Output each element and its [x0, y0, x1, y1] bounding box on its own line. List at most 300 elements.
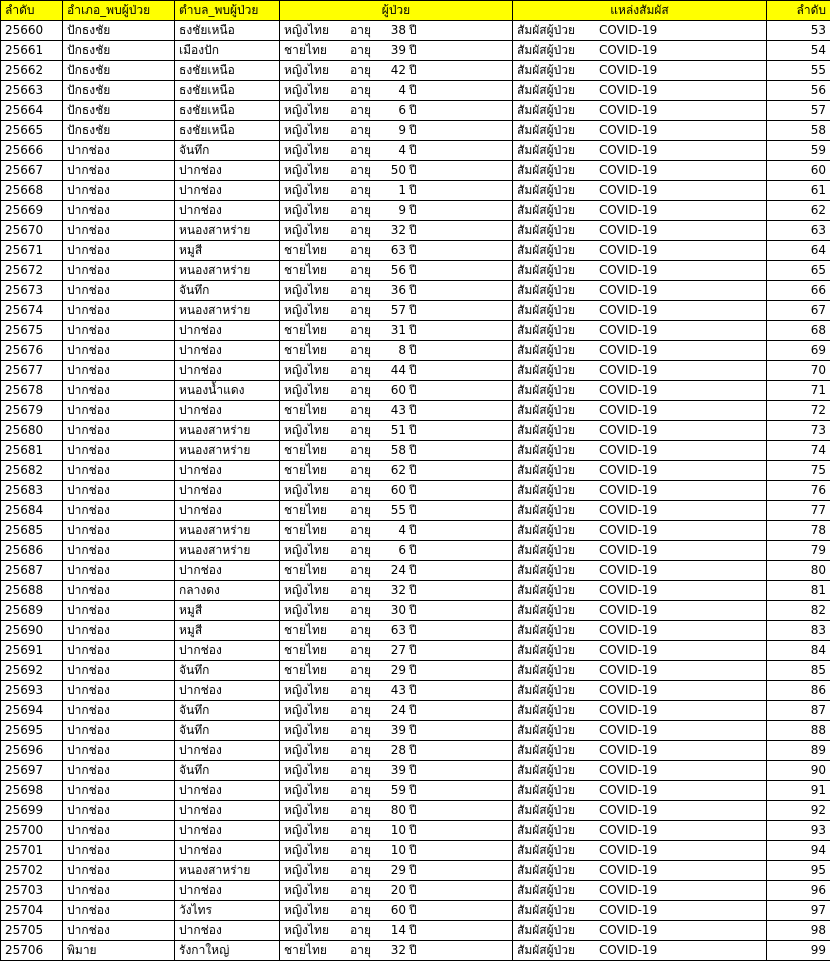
cell-subdistrict[interactable]: ธงชัยเหนือ	[175, 61, 280, 81]
cell-source[interactable]	[513, 521, 767, 541]
cell-source[interactable]	[513, 141, 767, 161]
cell-subdistrict[interactable]: จันทึก	[175, 761, 280, 781]
cell-subdistrict[interactable]: หนองสาหร่าย	[175, 541, 280, 561]
cell-seq[interactable]: 25705	[1, 921, 63, 941]
cell-subdistrict[interactable]: ปากช่อง	[175, 361, 280, 381]
cell-patient[interactable]	[280, 621, 513, 641]
cell-source[interactable]	[513, 341, 767, 361]
cell-subdistrict[interactable]: ปากช่อง	[175, 921, 280, 941]
cell-rank[interactable]: 91	[767, 781, 830, 801]
cell-rank[interactable]: 59	[767, 141, 830, 161]
cell-source[interactable]	[513, 941, 767, 961]
cell-subdistrict[interactable]: หมูสี	[175, 601, 280, 621]
cell-district[interactable]: ปากช่อง	[63, 741, 175, 761]
patient-gender: หญิงไทย	[284, 203, 329, 217]
cell-district[interactable]: ปากช่อง	[63, 641, 175, 661]
cell-seq[interactable]: 25694	[1, 701, 63, 721]
cell-seq[interactable]: 25668	[1, 181, 63, 201]
cell-seq[interactable]: 25679	[1, 401, 63, 421]
cell-patient[interactable]	[280, 201, 513, 221]
cell-district[interactable]: ปากช่อง	[63, 441, 175, 461]
cell-district[interactable]: ปากช่อง	[63, 541, 175, 561]
cell-district[interactable]: ปากช่อง	[63, 901, 175, 921]
cell-subdistrict[interactable]: จันทึก	[175, 141, 280, 161]
cell-rank[interactable]: 53	[767, 21, 830, 41]
header-seq[interactable]: ลำดับ	[1, 1, 63, 21]
cell-source[interactable]	[513, 61, 767, 81]
cell-patient[interactable]	[280, 441, 513, 461]
cell-source[interactable]	[513, 241, 767, 261]
cell-rank[interactable]: 61	[767, 181, 830, 201]
header-subdistrict[interactable]: ตำบล_พบผู้ป่วย	[175, 1, 280, 21]
cell-district[interactable]: ปากช่อง	[63, 161, 175, 181]
cell-subdistrict[interactable]: หนองน้ำแดง	[175, 381, 280, 401]
cell-rank[interactable]: 74	[767, 441, 830, 461]
cell-rank[interactable]: 96	[767, 881, 830, 901]
cell-seq[interactable]: 25666	[1, 141, 63, 161]
cell-district[interactable]: ปากช่อง	[63, 681, 175, 701]
cell-seq[interactable]: 25697	[1, 761, 63, 781]
cell-rank[interactable]: 97	[767, 901, 830, 921]
cell-seq[interactable]: 25671	[1, 241, 63, 261]
cell-source[interactable]	[513, 761, 767, 781]
cell-district[interactable]: ปากช่อง	[63, 781, 175, 801]
cell-subdistrict[interactable]: ปากช่อง	[175, 401, 280, 421]
cell-district[interactable]: ปากช่อง	[63, 661, 175, 681]
cell-district[interactable]: ปากช่อง	[63, 421, 175, 441]
cell-seq[interactable]: 25701	[1, 841, 63, 861]
cell-district[interactable]: ปากช่อง	[63, 261, 175, 281]
cell-district[interactable]: ปากช่อง	[63, 321, 175, 341]
cell-seq[interactable]: 25696	[1, 741, 63, 761]
header-source[interactable]: แหล่งสัมผัส	[513, 1, 767, 21]
cell-seq[interactable]: 25683	[1, 481, 63, 501]
cell-source[interactable]	[513, 581, 767, 601]
cell-rank[interactable]: 88	[767, 721, 830, 741]
age-label: อายุ	[350, 163, 371, 177]
cell-patient[interactable]	[280, 61, 513, 81]
cell-district[interactable]: ปักธงชัย	[63, 21, 175, 41]
cell-seq[interactable]: 25706	[1, 941, 63, 961]
cell-patient[interactable]	[280, 401, 513, 421]
cell-source[interactable]	[513, 741, 767, 761]
cell-subdistrict[interactable]: จันทึก	[175, 661, 280, 681]
cell-district[interactable]: ปักธงชัย	[63, 61, 175, 81]
cell-district[interactable]: ปากช่อง	[63, 461, 175, 481]
cell-seq[interactable]: 25660	[1, 21, 63, 41]
cell-district[interactable]: ปากช่อง	[63, 821, 175, 841]
cell-source[interactable]	[513, 461, 767, 481]
cell-subdistrict[interactable]: ปากช่อง	[175, 341, 280, 361]
cell-seq[interactable]: 25664	[1, 101, 63, 121]
cell-source[interactable]	[513, 641, 767, 661]
cell-seq[interactable]: 25667	[1, 161, 63, 181]
cell-rank[interactable]: 57	[767, 101, 830, 121]
cell-patient[interactable]	[280, 921, 513, 941]
source-text: สัมผัสผู้ป่วย	[517, 183, 576, 197]
cell-seq[interactable]: 25678	[1, 381, 63, 401]
cell-rank[interactable]: 67	[767, 301, 830, 321]
cell-patient[interactable]	[280, 101, 513, 121]
cell-source[interactable]	[513, 361, 767, 381]
cell-patient[interactable]	[280, 841, 513, 861]
cell-seq[interactable]: 25661	[1, 41, 63, 61]
cell-source[interactable]	[513, 421, 767, 441]
cell-source[interactable]	[513, 221, 767, 241]
cell-subdistrict[interactable]: ปากช่อง	[175, 321, 280, 341]
cell-seq[interactable]: 25663	[1, 81, 63, 101]
cell-seq[interactable]: 25665	[1, 121, 63, 141]
cell-rank[interactable]: 85	[767, 661, 830, 681]
cell-rank[interactable]: 71	[767, 381, 830, 401]
cell-seq[interactable]: 25672	[1, 261, 63, 281]
cell-rank[interactable]: 99	[767, 941, 830, 961]
cell-district[interactable]: ปากช่อง	[63, 761, 175, 781]
cell-subdistrict[interactable]: ธงชัยเหนือ	[175, 21, 280, 41]
source-text: สัมผัสผู้ป่วย	[517, 623, 576, 637]
cell-subdistrict[interactable]: ปากช่อง	[175, 641, 280, 661]
cell-subdistrict[interactable]: กลางดง	[175, 581, 280, 601]
cell-source[interactable]	[513, 301, 767, 321]
cell-rank[interactable]: 70	[767, 361, 830, 381]
cell-subdistrict[interactable]: หนองสาหร่าย	[175, 421, 280, 441]
cell-rank[interactable]: 68	[767, 321, 830, 341]
cell-rank[interactable]: 64	[767, 241, 830, 261]
cell-seq[interactable]: 25673	[1, 281, 63, 301]
cell-district[interactable]: ปากช่อง	[63, 241, 175, 261]
cell-seq[interactable]: 25674	[1, 301, 63, 321]
cell-patient[interactable]	[280, 81, 513, 101]
cell-subdistrict[interactable]: ปากช่อง	[175, 681, 280, 701]
cell-patient[interactable]	[280, 501, 513, 521]
cell-district[interactable]: ปากช่อง	[63, 581, 175, 601]
cell-rank[interactable]: 69	[767, 341, 830, 361]
cell-patient[interactable]	[280, 341, 513, 361]
cell-subdistrict[interactable]: ปากช่อง	[175, 821, 280, 841]
cell-district[interactable]: ปากช่อง	[63, 861, 175, 881]
cell-seq[interactable]: 25685	[1, 521, 63, 541]
cell-source[interactable]	[513, 201, 767, 221]
cell-rank[interactable]: 87	[767, 701, 830, 721]
source-text: สัมผัสผู้ป่วย	[517, 723, 576, 737]
table-row	[1, 661, 830, 681]
cell-district[interactable]: ปากช่อง	[63, 841, 175, 861]
cell-district[interactable]: ปากช่อง	[63, 221, 175, 241]
cell-subdistrict[interactable]: หมูสี	[175, 241, 280, 261]
cell-patient[interactable]	[280, 941, 513, 961]
cell-seq[interactable]: 25692	[1, 661, 63, 681]
cell-district[interactable]: ปากช่อง	[63, 361, 175, 381]
cell-subdistrict[interactable]: ปากช่อง	[175, 201, 280, 221]
cell-subdistrict[interactable]: จันทึก	[175, 281, 280, 301]
cell-patient[interactable]	[280, 221, 513, 241]
cell-patient[interactable]	[280, 161, 513, 181]
cell-patient[interactable]	[280, 781, 513, 801]
header-district[interactable]: อำเภอ_พบผู้ป่วย	[63, 1, 175, 21]
cell-source[interactable]	[513, 621, 767, 641]
cell-district[interactable]: ปักธงชัย	[63, 41, 175, 61]
cell-rank[interactable]: 90	[767, 761, 830, 781]
cell-source[interactable]	[513, 801, 767, 821]
cell-patient[interactable]	[280, 261, 513, 281]
cell-source[interactable]	[513, 501, 767, 521]
cell-seq[interactable]: 25682	[1, 461, 63, 481]
cell-patient[interactable]	[280, 881, 513, 901]
cell-subdistrict[interactable]: ธงชัยเหนือ	[175, 121, 280, 141]
cell-seq[interactable]: 25687	[1, 561, 63, 581]
cell-rank[interactable]: 66	[767, 281, 830, 301]
cell-source[interactable]	[513, 281, 767, 301]
cell-rank[interactable]: 81	[767, 581, 830, 601]
cell-seq[interactable]: 25684	[1, 501, 63, 521]
cell-seq[interactable]: 25704	[1, 901, 63, 921]
cell-subdistrict[interactable]: ปากช่อง	[175, 161, 280, 181]
cell-patient[interactable]	[280, 761, 513, 781]
cell-source[interactable]	[513, 321, 767, 341]
cell-source[interactable]	[513, 41, 767, 61]
cell-rank[interactable]: 62	[767, 201, 830, 221]
cell-rank[interactable]: 83	[767, 621, 830, 641]
cell-rank[interactable]: 89	[767, 741, 830, 761]
cell-source[interactable]	[513, 661, 767, 681]
cell-subdistrict[interactable]: ปากช่อง	[175, 801, 280, 821]
cell-rank[interactable]: 65	[767, 261, 830, 281]
cell-source[interactable]	[513, 101, 767, 121]
cell-source[interactable]	[513, 401, 767, 421]
cell-subdistrict[interactable]: ปากช่อง	[175, 841, 280, 861]
cell-patient[interactable]	[280, 701, 513, 721]
cell-subdistrict[interactable]: ปากช่อง	[175, 741, 280, 761]
cell-subdistrict[interactable]: ปากช่อง	[175, 481, 280, 501]
cell-district[interactable]: ปากช่อง	[63, 501, 175, 521]
cell-seq[interactable]: 25677	[1, 361, 63, 381]
cell-district[interactable]: พิมาย	[63, 941, 175, 961]
cell-patient[interactable]	[280, 361, 513, 381]
cell-patient[interactable]	[280, 521, 513, 541]
cell-patient[interactable]	[280, 721, 513, 741]
cell-subdistrict[interactable]: จันทึก	[175, 701, 280, 721]
cell-seq[interactable]: 25675	[1, 321, 63, 341]
cell-patient[interactable]	[280, 681, 513, 701]
cell-source[interactable]	[513, 541, 767, 561]
cell-patient[interactable]	[280, 381, 513, 401]
cell-subdistrict[interactable]: ปากช่อง	[175, 461, 280, 481]
cell-rank[interactable]: 54	[767, 41, 830, 61]
cell-seq[interactable]: 25700	[1, 821, 63, 841]
cell-source[interactable]	[513, 781, 767, 801]
cell-rank[interactable]: 78	[767, 521, 830, 541]
cell-rank[interactable]: 94	[767, 841, 830, 861]
patient-info	[284, 401, 508, 420]
cell-subdistrict[interactable]: ปากช่อง	[175, 881, 280, 901]
cell-seq[interactable]: 25669	[1, 201, 63, 221]
cell-district[interactable]: ปากช่อง	[63, 721, 175, 741]
cell-source[interactable]	[513, 901, 767, 921]
cell-subdistrict[interactable]: หนองสาหร่าย	[175, 441, 280, 461]
cell-subdistrict[interactable]: หนองสาหร่าย	[175, 221, 280, 241]
cell-patient[interactable]	[280, 561, 513, 581]
cell-district[interactable]: ปักธงชัย	[63, 101, 175, 121]
cell-patient[interactable]	[280, 181, 513, 201]
cell-patient[interactable]	[280, 481, 513, 501]
cell-subdistrict[interactable]: ปากช่อง	[175, 181, 280, 201]
cell-patient[interactable]	[280, 121, 513, 141]
cell-patient[interactable]	[280, 421, 513, 441]
cell-source[interactable]	[513, 841, 767, 861]
cell-subdistrict[interactable]: ปากช่อง	[175, 561, 280, 581]
cell-subdistrict[interactable]: หนองสาหร่าย	[175, 521, 280, 541]
source-code: COVID-19	[599, 263, 658, 277]
cell-source[interactable]	[513, 861, 767, 881]
header-rank[interactable]: ลำดับ	[767, 1, 830, 21]
cell-district[interactable]: ปากช่อง	[63, 561, 175, 581]
cell-source[interactable]	[513, 441, 767, 461]
cell-source[interactable]	[513, 81, 767, 101]
cell-rank[interactable]: 58	[767, 121, 830, 141]
cell-district[interactable]: ปากช่อง	[63, 521, 175, 541]
cell-seq[interactable]: 25680	[1, 421, 63, 441]
age-unit: ปี	[409, 123, 417, 137]
cell-source[interactable]	[513, 721, 767, 741]
cell-district[interactable]: ปากช่อง	[63, 281, 175, 301]
cell-subdistrict[interactable]: หนองสาหร่าย	[175, 261, 280, 281]
cell-subdistrict[interactable]: หนองสาหร่าย	[175, 301, 280, 321]
cell-patient[interactable]	[280, 661, 513, 681]
cell-rank[interactable]: 92	[767, 801, 830, 821]
cell-patient[interactable]	[280, 581, 513, 601]
cell-patient[interactable]	[280, 241, 513, 261]
cell-patient[interactable]	[280, 641, 513, 661]
cell-seq[interactable]: 25686	[1, 541, 63, 561]
cell-rank[interactable]: 60	[767, 161, 830, 181]
cell-seq[interactable]: 25693	[1, 681, 63, 701]
cell-patient[interactable]	[280, 741, 513, 761]
cell-district[interactable]: ปากช่อง	[63, 701, 175, 721]
cell-seq[interactable]: 25689	[1, 601, 63, 621]
cell-district[interactable]: ปากช่อง	[63, 341, 175, 361]
cell-patient[interactable]	[280, 141, 513, 161]
cell-seq[interactable]: 25690	[1, 621, 63, 641]
cell-district[interactable]: ปากช่อง	[63, 141, 175, 161]
cell-patient[interactable]	[280, 281, 513, 301]
cell-patient[interactable]	[280, 801, 513, 821]
cell-source[interactable]	[513, 921, 767, 941]
cell-source[interactable]	[513, 161, 767, 181]
cell-district[interactable]: ปากช่อง	[63, 621, 175, 641]
cell-district[interactable]: ปากช่อง	[63, 481, 175, 501]
cell-patient[interactable]	[280, 541, 513, 561]
cell-patient[interactable]	[280, 861, 513, 881]
cell-rank[interactable]: 73	[767, 421, 830, 441]
cell-seq[interactable]: 25698	[1, 781, 63, 801]
cell-seq[interactable]: 25695	[1, 721, 63, 741]
cell-rank[interactable]: 86	[767, 681, 830, 701]
cell-rank[interactable]: 77	[767, 501, 830, 521]
cell-source[interactable]	[513, 701, 767, 721]
cell-subdistrict[interactable]: เมืองปัก	[175, 41, 280, 61]
cell-patient[interactable]	[280, 301, 513, 321]
cell-district[interactable]: ปักธงชัย	[63, 81, 175, 101]
cell-rank[interactable]: 93	[767, 821, 830, 841]
patient-gender: หญิงไทย	[284, 423, 329, 437]
cell-district[interactable]: ปากช่อง	[63, 381, 175, 401]
cell-patient[interactable]	[280, 461, 513, 481]
cell-source[interactable]	[513, 121, 767, 141]
header-patient[interactable]: ผู้ป่วย	[280, 1, 513, 21]
cell-district[interactable]: ปากช่อง	[63, 881, 175, 901]
cell-source[interactable]	[513, 481, 767, 501]
cell-rank[interactable]: 76	[767, 481, 830, 501]
cell-source[interactable]	[513, 561, 767, 581]
cell-district[interactable]: ปากช่อง	[63, 181, 175, 201]
cell-rank[interactable]: 79	[767, 541, 830, 561]
cell-patient[interactable]	[280, 41, 513, 61]
age-unit: ปี	[409, 643, 417, 657]
cell-seq[interactable]: 25662	[1, 61, 63, 81]
cell-source[interactable]	[513, 21, 767, 41]
cell-seq[interactable]: 25681	[1, 441, 63, 461]
cell-rank[interactable]: 84	[767, 641, 830, 661]
cell-district[interactable]: ปากช่อง	[63, 301, 175, 321]
cell-district[interactable]: ปากช่อง	[63, 201, 175, 221]
cell-rank[interactable]: 95	[767, 861, 830, 881]
cell-rank[interactable]: 75	[767, 461, 830, 481]
cell-subdistrict[interactable]: ปากช่อง	[175, 501, 280, 521]
cell-patient[interactable]	[280, 601, 513, 621]
cell-seq[interactable]: 25702	[1, 861, 63, 881]
cell-subdistrict[interactable]: ธงชัยเหนือ	[175, 81, 280, 101]
cell-subdistrict[interactable]: รังกาใหญ่	[175, 941, 280, 961]
cell-seq[interactable]: 25688	[1, 581, 63, 601]
cell-seq[interactable]: 25670	[1, 221, 63, 241]
cell-district[interactable]: ปากช่อง	[63, 921, 175, 941]
cell-subdistrict[interactable]: ปากช่อง	[175, 781, 280, 801]
cell-rank[interactable]: 72	[767, 401, 830, 421]
cell-district[interactable]: ปากช่อง	[63, 401, 175, 421]
cell-seq[interactable]: 25676	[1, 341, 63, 361]
cell-district[interactable]: ปากช่อง	[63, 601, 175, 621]
cell-source[interactable]	[513, 881, 767, 901]
cell-district[interactable]: ปากช่อง	[63, 801, 175, 821]
cell-rank[interactable]: 98	[767, 921, 830, 941]
cell-source[interactable]	[513, 181, 767, 201]
patient-info	[284, 481, 508, 500]
cell-seq[interactable]: 25691	[1, 641, 63, 661]
cell-subdistrict[interactable]: หนองสาหร่าย	[175, 861, 280, 881]
cell-rank[interactable]: 82	[767, 601, 830, 621]
cell-source[interactable]	[513, 681, 767, 701]
cell-district[interactable]: ปักธงชัย	[63, 121, 175, 141]
cell-rank[interactable]: 80	[767, 561, 830, 581]
cell-subdistrict[interactable]: จันทึก	[175, 721, 280, 741]
cell-source[interactable]	[513, 821, 767, 841]
cell-rank[interactable]: 63	[767, 221, 830, 241]
cell-source[interactable]	[513, 261, 767, 281]
cell-seq[interactable]: 25699	[1, 801, 63, 821]
cell-source[interactable]	[513, 381, 767, 401]
cell-rank[interactable]: 56	[767, 81, 830, 101]
cell-subdistrict[interactable]: ธงชัยเหนือ	[175, 101, 280, 121]
cell-patient[interactable]	[280, 821, 513, 841]
cell-source[interactable]	[513, 601, 767, 621]
cell-rank[interactable]: 55	[767, 61, 830, 81]
cell-patient[interactable]	[280, 21, 513, 41]
cell-seq[interactable]: 25703	[1, 881, 63, 901]
cell-patient[interactable]	[280, 321, 513, 341]
cell-subdistrict[interactable]: วังไทร	[175, 901, 280, 921]
cell-subdistrict[interactable]: หมูสี	[175, 621, 280, 641]
cell-patient[interactable]	[280, 901, 513, 921]
